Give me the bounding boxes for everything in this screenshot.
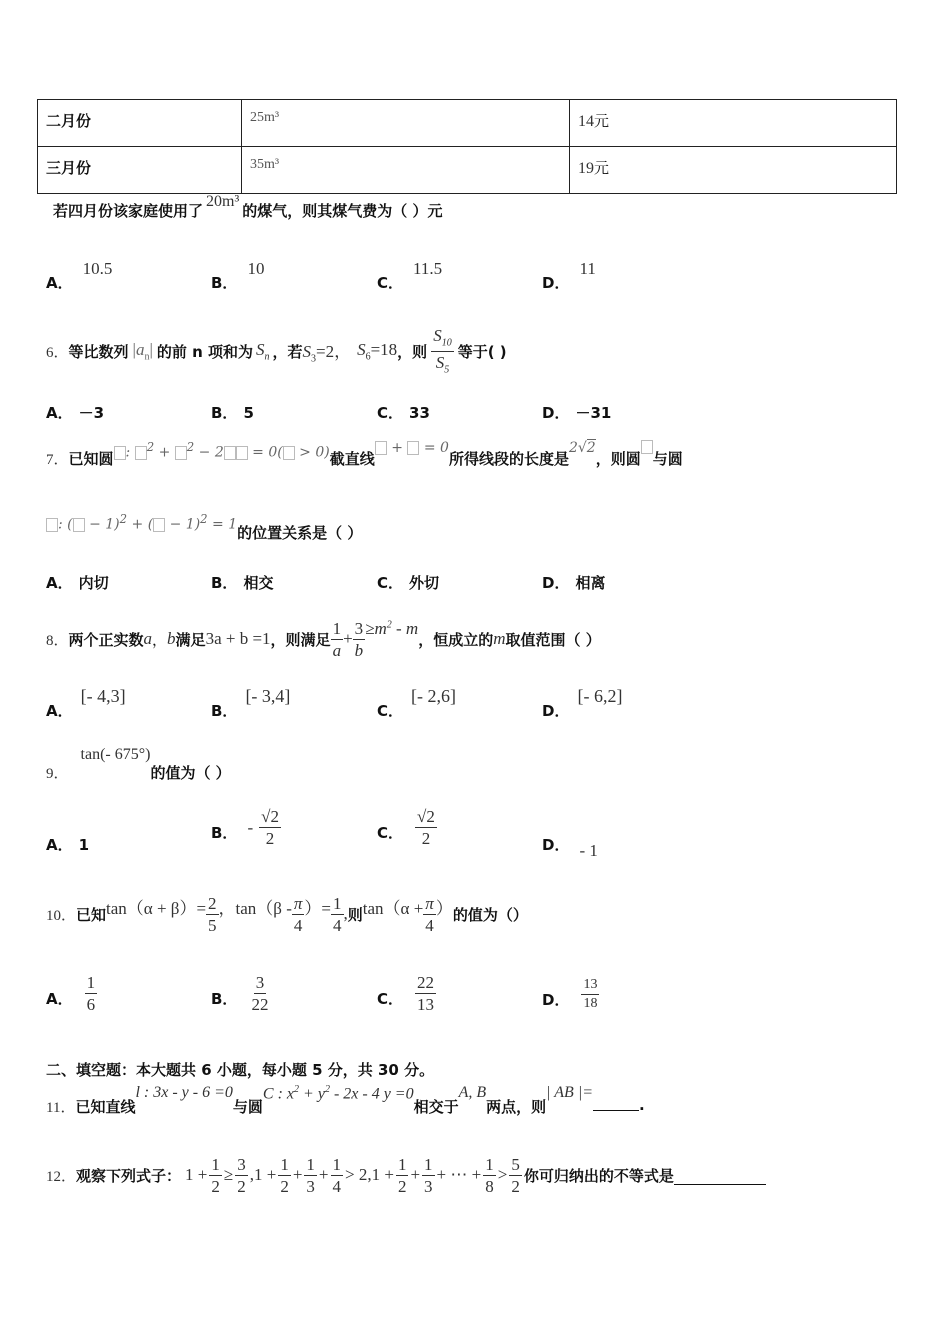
option-d[interactable]: D． - 1: [542, 836, 598, 860]
fraction: $\frac{1}{4}$: [333, 893, 342, 935]
table-cell: 14元: [570, 100, 897, 147]
option-b[interactable]: B． - $\frac{√2}{2}$: [211, 807, 279, 848]
fraction: $\frac{S_{10}}{S_5}$: [433, 326, 452, 375]
question-7-stem: 7． 已知圆 : $^2$ + $^2$ − 2 = 0( > 0) 截直线 + = 0 所得线段的长度是 2√2 ，则圆 与圆: [46, 440, 683, 468]
table-row: [38, 100, 897, 147]
option-b[interactable]: B．10: [211, 259, 265, 292]
option-b[interactable]: B． 5: [211, 404, 254, 422]
option-a[interactable]: A． $\frac{1}{6}$: [46, 973, 96, 1014]
question-7-stem-line2: : ( − 1)$^2$ + ( − 1)$^2$ = 1 的位置关系是（ ）: [46, 512, 362, 543]
fraction: $\frac{13}{18}$: [583, 977, 598, 1011]
circle-equation: : $^2$ + $^2$ − 2 = 0( > 0): [114, 440, 330, 461]
table-row: [38, 147, 897, 194]
option-d[interactable]: D． 相离: [542, 574, 606, 592]
option-b[interactable]: B． 相交: [211, 574, 274, 592]
answer-blank[interactable]: [674, 1166, 766, 1185]
option-d[interactable]: D． －31: [542, 404, 612, 422]
fraction: $\frac{2}{5}$: [208, 893, 217, 935]
option-a[interactable]: A． 1: [46, 836, 90, 854]
question-10-stem: 10． 已知 tan（α + β）= $\frac{2}{5}$ ，tan（β - $\frac{\pi}{4}$ ）= $\frac{1}{4}$ , 则 tan（α + $\frac{\pi}{4}$ ） 的值为（）: [46, 893, 528, 935]
inequality-sequence: 1 + $\frac{1}{2}$ ≥ $\frac{3}{2}$ ,1 + $\frac{1}{2}$ + $\frac{1}{3}$ + $\frac{1}{4}$ > 2,1 + $\frac{1}{2}$ + $\frac{1}{3}$ + ⋯ + $\frac{1}{8}$ > $\frac{5}{2}$: [185, 1154, 520, 1196]
table-cell: 三月份: [38, 147, 242, 194]
option-a[interactable]: A． －3: [46, 404, 105, 422]
fraction: $\frac{1}{6}$: [86, 973, 96, 1014]
segment-length: 2√2: [568, 440, 596, 456]
option-a[interactable]: A．[- 4,3]: [46, 686, 126, 720]
fraction: $\frac{√2}{2}$: [417, 807, 435, 848]
table-cell: 二月份: [38, 100, 242, 147]
option-c[interactable]: C． 33: [377, 404, 430, 422]
question-8-stem: 8． 两个正实数 a ， b 满足 3a + b =1 ，则满足 $\frac{1}{a}$ + $\frac{3}{b}$ $\ge m^2 - m$ ，恒成立的 m 取值范围（ ）: [46, 618, 601, 660]
table-cell: 25m³: [242, 100, 570, 147]
option-c[interactable]: C． $\frac{√2}{2}$: [377, 807, 435, 848]
option-a[interactable]: A．10.5: [46, 259, 113, 292]
table-cell: 19元: [570, 147, 897, 194]
section-title: 二、填空题：本大题共 6 小题，每小题 5 分，共 30 分。: [46, 1061, 435, 1079]
fraction: $\frac{3}{22}$: [251, 973, 269, 1014]
fraction: $\frac{3}{b}$: [354, 618, 364, 660]
question-5-stem: 若四月份该家庭使用了20m³的煤气，则其煤气费为（ ）元: [53, 193, 443, 220]
circle2-equation: : ( − 1)$^2$ + ( − 1)$^2$ = 1: [46, 512, 237, 533]
question-9-stem: 9． tan(- 675°) 的值为（ ）: [46, 746, 231, 782]
gas-fee-table: [37, 99, 897, 194]
table-cell: 35m³: [242, 147, 570, 194]
option-c[interactable]: C． 外切: [377, 574, 440, 592]
option-b[interactable]: B．[- 3,4]: [211, 686, 291, 720]
question-6-stem: 6． 等比数列 $|a_n|$ 的前 n 项和为 $S_n$ ，若 $S_3=2$， $S_6=18$ ，则 $\frac{S_{10}}{S_5}$ 等于( ): [46, 326, 507, 375]
option-d[interactable]: D．[- 6,2]: [542, 686, 623, 720]
fraction: $\frac{22}{13}$: [417, 973, 435, 1014]
option-a[interactable]: A． 内切: [46, 574, 109, 592]
line-equation: + = 0: [375, 440, 449, 456]
option-d[interactable]: D． $\frac{13}{18}$: [542, 977, 598, 1011]
option-c[interactable]: C．11.5: [377, 259, 443, 292]
answer-blank[interactable]: [593, 1084, 639, 1111]
question-11-stem: 11． 已知直线 l : 3x - y - 6 =0 与圆 C : $x^2 + y^2 - 2x - 4$ y =0 相交于 A, B 两点，则 | AB |= .: [46, 1084, 645, 1116]
fraction: $\frac{√2}{2}$: [261, 807, 279, 848]
option-c[interactable]: C． $\frac{22}{13}$: [377, 973, 435, 1014]
option-b[interactable]: B． $\frac{3}{22}$: [211, 973, 269, 1014]
fraction: $\frac{\pi}{4}$: [293, 893, 303, 935]
fraction: $\frac{\pi}{4}$: [425, 893, 434, 935]
option-d[interactable]: D．11: [542, 259, 596, 292]
question-12-stem: 12． 观察下列式子： 1 + $\frac{1}{2}$ ≥ $\frac{3}{2}$ ,1 + $\frac{1}{2}$ + $\frac{1}{3}$ + $\frac{1}{4}$ > 2,1 + $\frac{1}{2}$ + $\frac{1}{3}$ + ⋯ + $\frac{1}{8}$ > $\frac{5}{2}$ 你可归纳出的不等式是: [46, 1140, 766, 1210]
fraction: $\frac{1}{a}$: [332, 618, 342, 660]
option-c[interactable]: C．[- 2,6]: [377, 686, 456, 720]
